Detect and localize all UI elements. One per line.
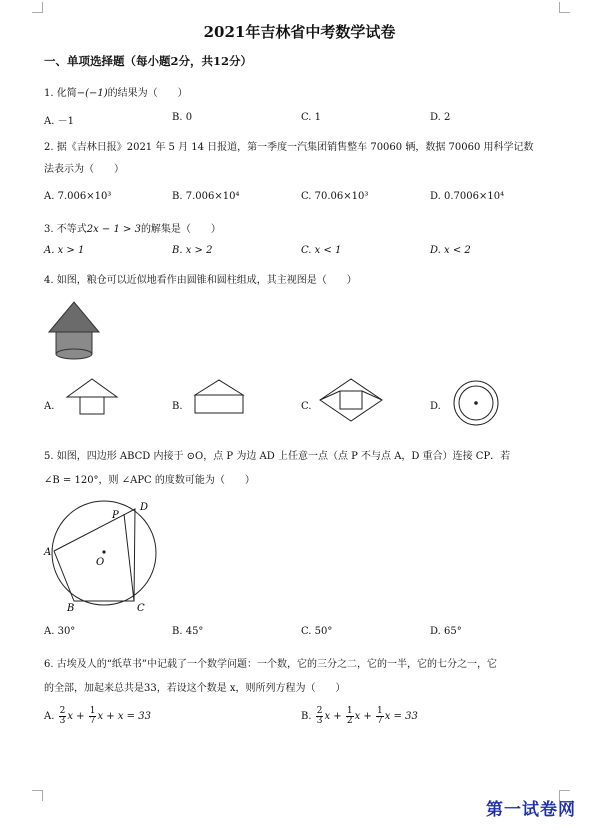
q3-option-a[interactable]: A. x > 1 [44,245,85,256]
q4-option-b[interactable]: B. [172,401,183,412]
q2-option-b[interactable]: B. 7.006×10⁴ [172,191,240,202]
q1-stem [44,84,188,99]
q5-option-b[interactable]: B. 45° [172,626,204,637]
q3-option-b[interactable]: B. x > 2 [172,245,213,256]
q5-option-d[interactable]: D. 65° [430,626,462,637]
fraction-one-seventh: $\frac{1}{7}$ [376,706,383,726]
q3-stem [44,220,221,235]
q2-option-a[interactable]: A. 7.006×10³ [44,191,112,202]
label-b: B [67,603,75,614]
label-c: C [137,603,145,614]
crop-mark-top-left [32,2,43,13]
q1-option-a[interactable]: A. －1 [44,116,74,127]
q4-option-d-figure [451,378,501,428]
q1-stem-pre: 1. 化简 [44,88,77,99]
q3-option-d[interactable]: D. x < 2 [430,245,471,256]
q4-option-a-figure [64,377,120,417]
q1-option-b[interactable]: B. 0 [172,112,193,123]
q6-option-a[interactable]: A. $\frac{2}{3}$ x + $\frac{1}{7}$ x + x = 33 [44,706,151,726]
q4-option-c-figure [318,377,384,423]
q4-option-a[interactable]: A. [44,401,55,412]
q2-option-c[interactable]: C. 70.06×10³ [301,191,369,202]
fraction-two-thirds: $\frac{2}{3}$ [316,706,323,726]
fraction-two-thirds: $\frac{2}{3}$ [59,706,66,726]
section-heading: 一、单项选择题（每小题2分，共12分） [44,54,253,68]
q2-option-d[interactable]: D. 0.7006×10⁴ [430,191,505,202]
q6-stem-line2: 的全部，加起来总共是33，若设这个数是 x，则所列方程为（ ） [44,683,346,694]
q5-option-c[interactable]: C. 50° [301,626,333,637]
label-p: P [112,510,119,521]
fraction-one-half: $\frac{1}{2}$ [346,706,353,726]
label-d: D [140,502,149,513]
label-o: O [96,557,105,568]
q6-stem-line1: 6. 古埃及人的“纸草书”中记载了一个数学问题：一个数，它的三分之二，它的一半，它的七分之一，它 [44,659,497,670]
label-a: A [44,547,52,558]
q3-option-c[interactable]: C. x < 1 [301,245,342,256]
q1-stem-post: 的结果为（ ） [107,88,188,99]
q3-stem-post: 的解集是（ ） [140,224,221,235]
crop-mark-top-right [559,2,570,13]
q1-expr: −(−1) [76,88,108,99]
q5-stem-line1: 5. 如图，四边形 ABCD 内接于 ⊙O，点 P 为边 AD 上任意一点（点 P 不与点 A，D 重合）连接 CP．若 [44,451,511,462]
q5-stem-line2: ∠B = 120°，则 ∠APC 的度数可能为（ ） [44,475,255,486]
q3-stem-pre: 3. 不等式 [44,224,87,235]
q1-option-c[interactable]: C. 1 [301,112,322,123]
q2-stem-line2: 法表示为（ ） [44,164,124,175]
q4-option-d[interactable]: D. [430,401,441,412]
q4-stem: 4. 如图，粮仓可以近似地看作由圆锥和圆柱组成，其主视图是（ ） [44,275,357,286]
watermark-logo: 第一试卷网 [486,800,576,820]
q6-option-a-label: A. [44,711,55,722]
q1-option-d[interactable]: D. 2 [430,112,451,123]
circle-quadrilateral-figure [40,494,170,614]
q4-option-c[interactable]: C. [301,401,312,412]
q6-option-b-label: B. [301,711,312,722]
granary-figure [44,298,104,366]
fraction-one-seventh: $\frac{1}{7}$ [89,706,96,726]
q3-expr: 2x − 1 > 3 [86,224,141,235]
crop-mark-bottom-left [32,790,43,801]
page-title: 2021年吉林省中考数学试卷 [203,23,396,41]
q6-option-b[interactable]: B. $\frac{2}{3}$ x + $\frac{1}{2}$ x + $\frac{1}{7}$ x = 33 [301,706,418,726]
q2-stem-line1: 2. 据《吉林日报》2021 年 5 月 14 日报道，第一季度一汽集团销售整车 70060 辆，数据 70060 用科学记数 [44,142,534,153]
q5-option-a[interactable]: A. 30° [44,626,76,637]
q4-option-b-figure [190,378,248,416]
